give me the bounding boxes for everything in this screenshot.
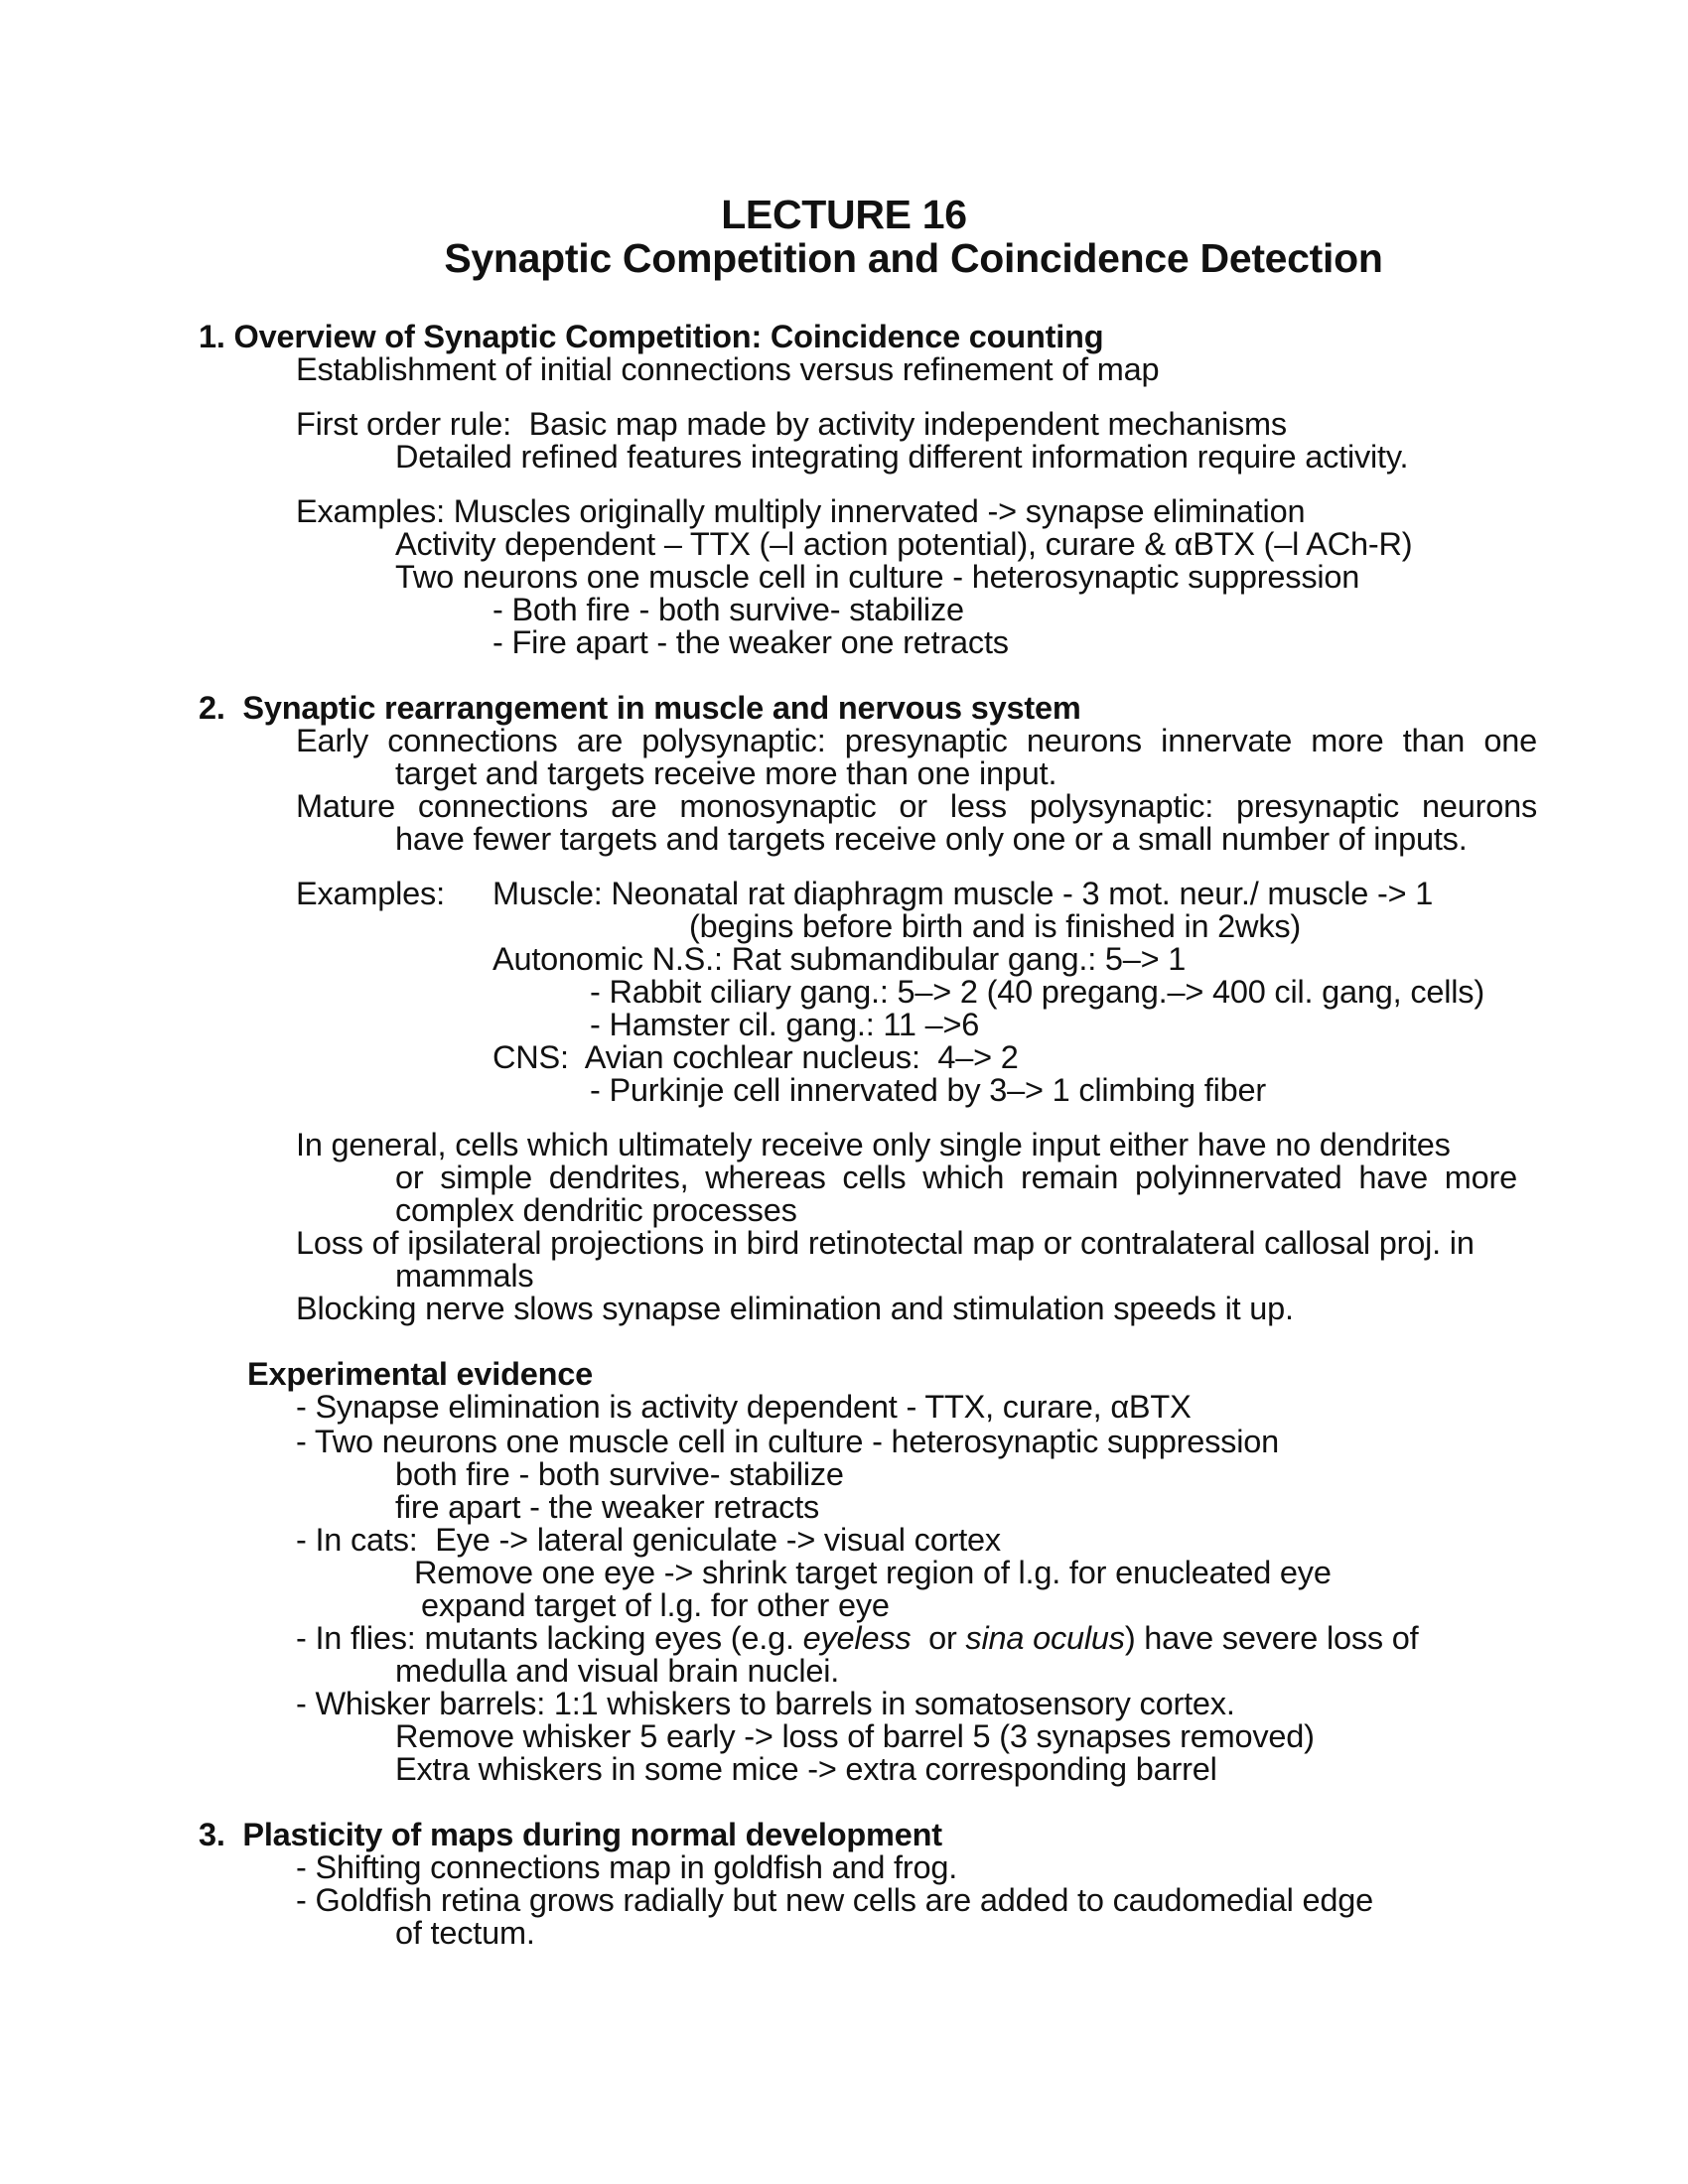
text-line: - In cats: Eye -> lateral geniculate -> visual cortex (296, 1522, 1001, 1558)
evidence-heading: Experimental evidence (247, 1356, 594, 1392)
text-line: Early connections are polysynaptic: presynaptic neurons innervate more than one (296, 723, 1537, 758)
text-line: both fire - both survive- stabilize (395, 1456, 844, 1492)
text-segment: or (911, 1620, 966, 1656)
italic-gene-name: eyeless (802, 1620, 912, 1656)
text-line: Activity dependent – TTX (–l action potential), curare & αBTX (–l ACh-R) (395, 526, 1413, 562)
text-line: have fewer targets and targets receive only one or a small number of inputs. (395, 821, 1468, 857)
text-line: of tectum. (395, 1915, 535, 1951)
text-line: Loss of ipsilateral projections in bird retinotectal map or contralateral callosal proj. in (296, 1225, 1475, 1261)
text-line (296, 1622, 1419, 1655)
text-line: Detailed refined features integrating different information require activity. (395, 439, 1409, 475)
text-line: - Purkinje cell innervated by 3–> 1 climbing fiber (590, 1072, 1266, 1108)
text-line: (begins before birth and is finished in 2wks) (689, 908, 1302, 944)
italic-gene-name: sina oculus (965, 1620, 1125, 1656)
text-line: complex dendritic processes (395, 1192, 797, 1228)
text-line: Establishment of initial connections versus refinement of map (296, 351, 1160, 387)
text-line: First order rule: Basic map made by activity independent mechanisms (296, 406, 1287, 442)
text-line: CNS: Avian cochlear nucleus: 4–> 2 (492, 1039, 1019, 1075)
text-segment: ) have severe loss of (1124, 1620, 1419, 1656)
examples-label: Examples: (296, 876, 445, 911)
text-line: - Rabbit ciliary gang.: 5–> 2 (40 pregang.–> 400 cil. gang, cells) (590, 974, 1484, 1010)
page-title: Synaptic Competition and Coincidence Detection (444, 235, 1383, 281)
text-line: - Synapse elimination is activity dependent - TTX, curare, αBTX (296, 1389, 1192, 1425)
text-line: Remove whisker 5 early -> loss of barrel 5 (3 synapses removed) (395, 1718, 1315, 1754)
text-line: Muscle: Neonatal rat diaphragm muscle - 3 mot. neur./ muscle -> 1 (492, 876, 1434, 911)
text-line: or simple dendrites, whereas cells which remain polyinnervated have more (395, 1160, 1517, 1195)
text-line: Autonomic N.S.: Rat submandibular gang.: 5–> 1 (492, 941, 1187, 977)
text-line: - Goldfish retina grows radially but new cells are added to caudomedial edge (296, 1882, 1374, 1918)
text-line: expand target of l.g. for other eye (421, 1587, 890, 1623)
section-2-heading: 2. Synaptic rearrangement in muscle and nervous system (199, 690, 1081, 726)
text-line: mammals (395, 1258, 534, 1294)
text-line: - Hamster cil. gang.: 11 –>6 (590, 1007, 980, 1042)
lecture-number: LECTURE 16 (721, 192, 967, 237)
text-line: Blocking nerve slows synapse elimination and stimulation speeds it up. (296, 1291, 1294, 1326)
text-line: fire apart - the weaker retracts (395, 1489, 820, 1525)
text-line: Examples: Muscles originally multiply innervated -> synapse elimination (296, 493, 1306, 529)
text-line: - Two neurons one muscle cell in culture - heterosynaptic suppression (296, 1424, 1280, 1459)
section-3-heading: 3. Plasticity of maps during normal development (199, 1817, 942, 1852)
text-line: Mature connections are monosynaptic or less polysynaptic: presynaptic neurons (296, 788, 1537, 824)
text-segment: - In flies: mutants lacking eyes (e.g. (296, 1620, 803, 1656)
text-line: - Whisker barrels: 1:1 whiskers to barrels in somatosensory cortex. (296, 1686, 1235, 1721)
text-line: - Both fire - both survive- stabilize (492, 592, 964, 627)
text-line: In general, cells which ultimately receive only single input either have no dendrites (296, 1127, 1451, 1162)
text-line: Two neurons one muscle cell in culture - heterosynaptic suppression (395, 559, 1360, 595)
text-line: target and targets receive more than one input. (395, 755, 1057, 791)
text-line: medulla and visual brain nuclei. (395, 1653, 840, 1689)
text-line: Remove one eye -> shrink target region of l.g. for enucleated eye (414, 1555, 1332, 1590)
text-line: - Shifting connections map in goldfish and frog. (296, 1849, 958, 1885)
section-1-heading: 1. Overview of Synaptic Competition: Coincidence counting (199, 319, 1104, 354)
text-line: - Fire apart - the weaker one retracts (492, 624, 1009, 660)
text-line: Extra whiskers in some mice -> extra corresponding barrel (395, 1751, 1217, 1787)
